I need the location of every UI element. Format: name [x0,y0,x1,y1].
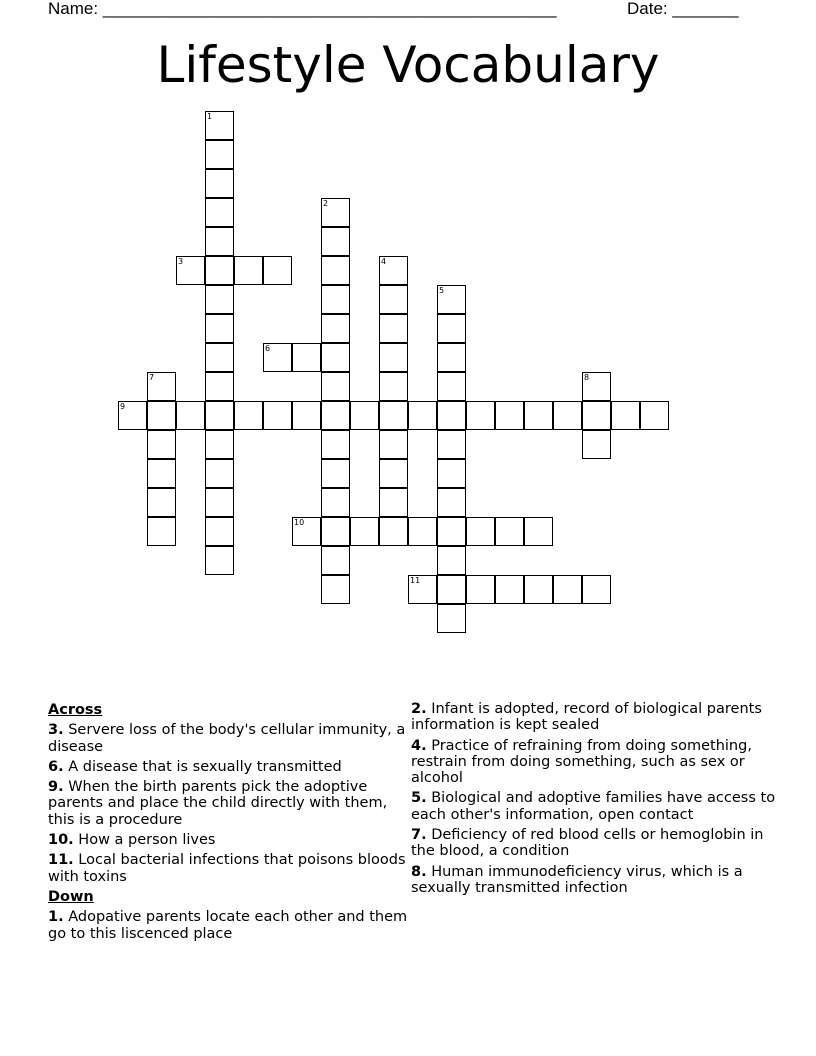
grid-cell[interactable] [379,401,408,430]
grid-cell[interactable] [379,488,408,517]
grid-cell[interactable] [437,517,466,546]
clue-number: 1 [207,112,213,121]
clue-down-5: 5. Biological and adoptive families have access to each other's information, open contact [411,790,776,823]
across-clue-list [48,722,408,885]
grid-cell[interactable] [147,430,176,459]
grid-cell[interactable] [582,372,611,401]
clue-across-9: 9. When the birth parents pick the adoptive parents and place the child directly with them, this is a procedure [48,779,388,828]
grid-cell[interactable] [321,198,350,227]
grid-cell[interactable] [205,227,234,256]
clue-number: 4 [381,257,387,266]
grid-cell[interactable] [437,343,466,372]
grid-cell[interactable] [321,343,350,372]
grid-cell[interactable] [379,343,408,372]
clue-number: 8 [584,373,590,382]
grid-cell[interactable] [379,430,408,459]
grid-cell[interactable] [408,401,437,430]
grid-cell[interactable] [379,285,408,314]
grid-cell[interactable] [321,372,350,401]
clues-left-column [48,701,408,946]
grid-cell[interactable] [205,430,234,459]
grid-cell[interactable] [495,517,524,546]
grid-cell[interactable] [582,401,611,430]
clue-across-3: 3. Servere loss of the body's cellular immunity, a disease [48,722,406,755]
clue-across-6: 6. A disease that is sexually transmitted [48,758,342,775]
grid-cell[interactable] [263,343,292,372]
grid-cell[interactable] [611,401,640,430]
clue-down-2: 2. Infant is adopted, record of biological parents information is kept sealed [411,701,762,734]
clue-number: 3 [178,257,184,266]
grid-cell[interactable] [205,111,234,140]
page-title: Lifestyle Vocabulary [156,36,660,94]
grid-cell[interactable] [205,140,234,169]
date-field-label[interactable]: Date: _______ [627,0,739,18]
grid-cell[interactable] [350,517,379,546]
grid-cell[interactable] [321,488,350,517]
clue-number: 11 [410,576,421,585]
grid-cell[interactable] [205,169,234,198]
grid-cell[interactable] [437,459,466,488]
clue-number: 9 [120,402,126,411]
grid-cell[interactable] [205,517,234,546]
grid-cell[interactable] [205,285,234,314]
grid-cell[interactable] [205,314,234,343]
grid-cell[interactable] [321,575,350,604]
grid-cell[interactable] [437,314,466,343]
grid-cell[interactable] [379,256,408,285]
grid-cell[interactable] [147,488,176,517]
grid-cell[interactable] [321,401,350,430]
grid-cell[interactable] [234,401,263,430]
grid-cell[interactable] [495,401,524,430]
grid-cell[interactable] [205,343,234,372]
grid-cell[interactable] [437,401,466,430]
grid-cell[interactable] [437,285,466,314]
grid-cell[interactable] [147,372,176,401]
grid-cell[interactable] [147,459,176,488]
clue-number: 6 [265,344,271,353]
grid-cell[interactable] [553,401,582,430]
clues-right-column [411,701,779,900]
clue-across-10: 10. How a person lives [48,832,216,849]
grid-cell[interactable] [321,546,350,575]
grid-cell[interactable] [234,256,263,285]
grid-cell[interactable] [321,285,350,314]
clue-number: 2 [323,199,329,208]
grid-cell[interactable] [205,546,234,575]
grid-cell[interactable] [205,488,234,517]
grid-cell[interactable] [350,401,379,430]
grid-cell[interactable] [147,401,176,430]
down-heading: Down [48,888,94,905]
grid-cell[interactable] [582,430,611,459]
grid-cell[interactable] [437,604,466,633]
grid-cell[interactable] [466,575,495,604]
grid-cell[interactable] [205,372,234,401]
clue-across-11: 11. Local bacterial infections that poisons bloods with toxins [48,852,406,885]
clue-down-8: 8. Human immunodeficiency virus, which is a sexually transmitted infection [411,863,743,896]
grid-cell[interactable] [118,401,147,430]
clue-number: 10 [294,518,305,527]
grid-cell[interactable] [292,401,321,430]
grid-cell[interactable] [292,343,321,372]
grid-cell[interactable] [437,575,466,604]
grid-cell[interactable] [321,256,350,285]
grid-cell[interactable] [263,401,292,430]
grid-cell[interactable] [408,517,437,546]
clue-number: 7 [149,373,155,382]
grid-cell[interactable] [379,517,408,546]
grid-cell[interactable] [205,401,234,430]
grid-cell[interactable] [466,401,495,430]
clue-number: 5 [439,286,445,295]
grid-cell[interactable] [437,372,466,401]
grid-cell[interactable] [321,314,350,343]
grid-cell[interactable] [524,517,553,546]
grid-cell[interactable] [321,459,350,488]
grid-cell[interactable] [147,517,176,546]
clue-down-1: 1. Adopative parents locate each other and them go to this liscenced place [48,909,408,942]
grid-cell[interactable] [379,372,408,401]
grid-cell[interactable] [379,459,408,488]
grid-cell[interactable] [321,430,350,459]
grid-cell[interactable] [582,575,611,604]
clue-down-4: 4. Practice of refraining from doing something, restrain from doing something, such as sex or alcohol [411,737,752,787]
grid-cell[interactable] [263,256,292,285]
grid-cell[interactable] [321,227,350,256]
grid-cell[interactable] [524,401,553,430]
grid-cell[interactable] [553,575,582,604]
across-heading: Across [48,702,103,718]
grid-cell[interactable] [205,198,234,227]
grid-cell[interactable] [437,430,466,459]
grid-cell[interactable] [176,401,205,430]
clue-down-7: 7. Deficiency of red blood cells or hemoglobin in the blood, a condition [411,827,764,860]
down-clue-list-left [48,909,408,942]
grid-cell[interactable] [292,517,321,546]
grid-cell[interactable] [379,314,408,343]
grid-cell[interactable] [176,256,205,285]
name-field-label[interactable]: Name: ________________________________________________ [48,0,557,18]
grid-cell[interactable] [321,517,350,546]
grid-cell[interactable] [205,256,234,285]
grid-cell[interactable] [524,575,553,604]
grid-cell[interactable] [495,575,524,604]
grid-cell[interactable] [408,575,437,604]
grid-cell[interactable] [437,488,466,517]
grid-cell[interactable] [640,401,669,430]
grid-cell[interactable] [437,546,466,575]
grid-cell[interactable] [205,459,234,488]
grid-cell[interactable] [466,517,495,546]
